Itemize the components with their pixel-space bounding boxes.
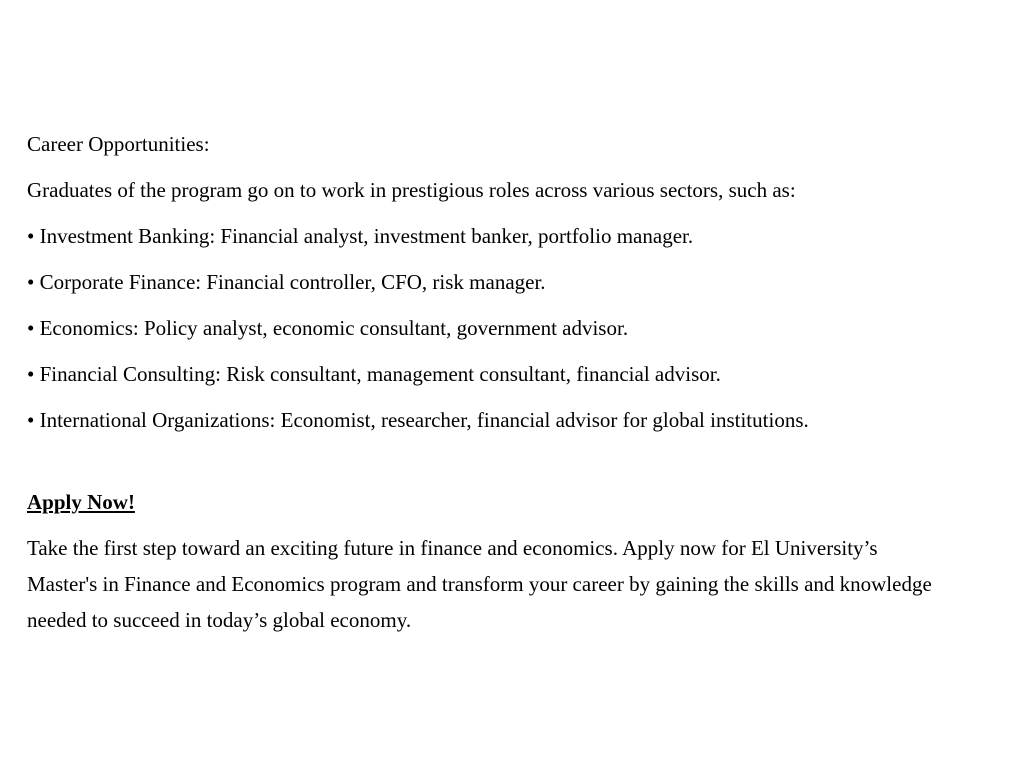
apply-body-text: Take the first step toward an exciting future in finance and economics. Apply now for El University’s Master's in Finance and Economics program and transform your career by gaining the skills and knowledge needed to succeed in today’s global economy. [27,536,932,632]
career-item-investment-banking: • Investment Banking: Financial analyst, investment banker, portfolio manager. [27,224,694,248]
career-item-economics: • Economics: Policy analyst, economic consultant, government advisor. [27,316,629,340]
career-item-financial-consulting: • Financial Consulting: Risk consultant, management consultant, financial advisor. [27,362,721,386]
career-heading: Career Opportunities: [27,132,210,156]
section-spacer [27,448,997,484]
career-item-international-organizations: • International Organizations: Economist, researcher, financial advisor for global institutions. [27,408,809,432]
apply-now-heading: Apply Now! [27,490,135,514]
career-item-corporate-finance: • Corporate Finance: Financial controller, CFO, risk manager. [27,270,546,294]
career-intro: Graduates of the program go on to work in prestigious roles across various sectors, such as: [27,178,796,202]
document-body [27,126,997,638]
apply-section [27,484,997,530]
